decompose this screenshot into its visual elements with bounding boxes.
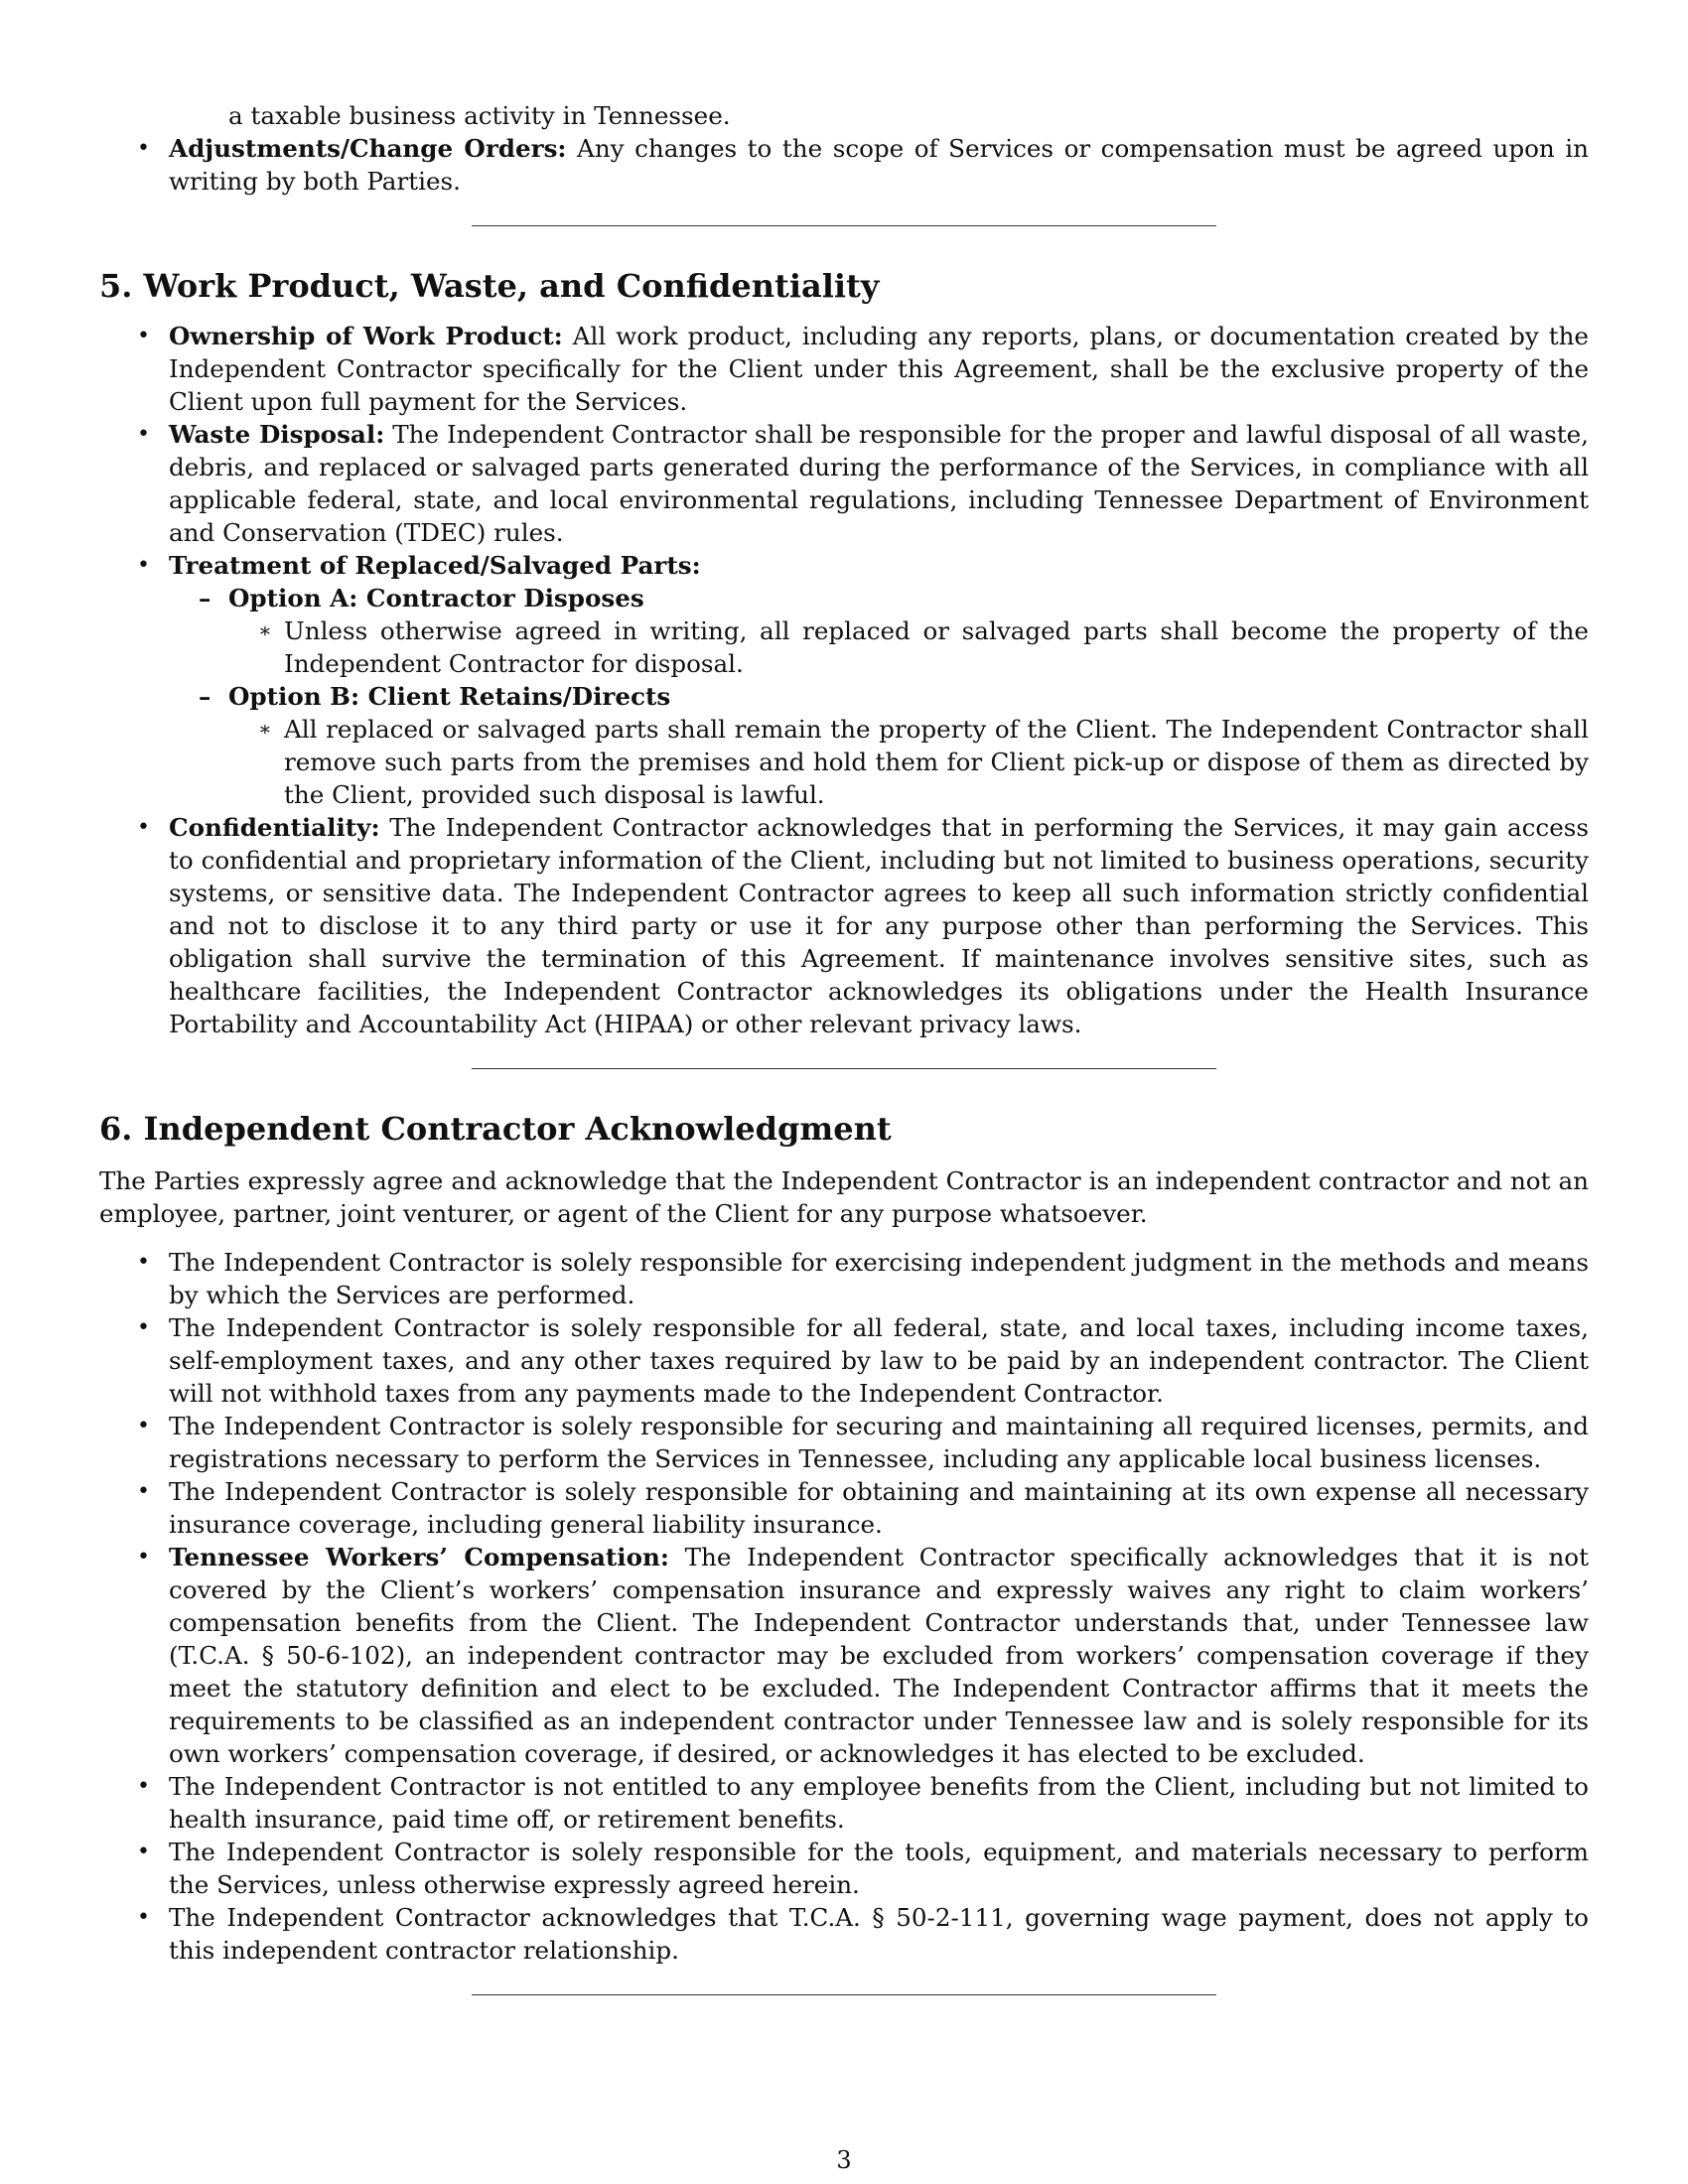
list-item: • The Independent Contractor is solely responsible for exercising independent judgment in the methods and means by which the Services are performed. <box>99 1246 1589 1311</box>
list-item: • The Independent Contractor is solely responsible for securing and maintaining all required licenses, permits, and registrations necessary to perform the Services in Tennessee, including any applicable local business licenses. <box>99 1410 1589 1475</box>
section-6-list <box>99 1246 1589 1967</box>
list-item: • The Independent Contractor is solely responsible for all federal, state, and local taxes, including income taxes, self-employment taxes, and any other taxes required by law to be paid by an independent contractor. The Client will not withhold taxes from any payments made to the Independent Contractor. <box>99 1311 1589 1410</box>
section-5-list <box>99 320 1589 1040</box>
list-item: • The Independent Contractor is solely responsible for obtaining and maintaining at its own expense all necessary insurance coverage, including general liability insurance. <box>99 1475 1589 1541</box>
list-item: • Treatment of Replaced/Salvaged Parts: – Option A: Contractor Disposes ∗ Unless otherwise agreed in writing, all replaced or salvaged parts shall become the property of the Independent Contractor for disposal. – Option B: Client Retains/Directs ∗ All replaced or salvaged parts shall remain the property of the Client. The Independent Contractor shall remove such parts from the premises and hold them for Client pick-up or dispose of them as directed by the Client, provided such disposal is lawful. <box>99 549 1589 811</box>
option-a: – Option A: Contractor Disposes ∗ Unless otherwise agreed in writing, all replaced or salvaged parts shall become the property of the Independent Contractor for disposal. <box>169 582 1589 680</box>
treatment-options <box>169 582 1589 811</box>
document-page <box>99 99 1589 1995</box>
item-label: Adjustments/Change Orders: <box>169 134 567 163</box>
section-divider <box>472 1068 1216 1069</box>
section-divider <box>472 1994 1216 1995</box>
payment-list-tail <box>99 132 1589 198</box>
section-5-title: 5. Work Product, Waste, and Confidentiality <box>99 267 880 305</box>
list-item: • Ownership of Work Product: All work product, including any reports, plans, or documentation created by the Independent Contractor specifically for the Client under this Agreement, shall be the exclusive property of the Client upon full payment for the Services. <box>99 320 1589 418</box>
list-item: • Tennessee Workers’ Compensation: The Independent Contractor specifically acknowledges that it is not covered by the Client’s workers’ compensation insurance and expressly waives any right to claim workers’ compensation benefits from the Client. The Independent Contractor understands that, under Tennessee law (T.C.A. § 50-6-102), an independent contractor may be excluded from workers’ compensation coverage if they meet the statutory definition and elect to be excluded. The Independent Contractor affirms that it meets the requirements to be classified as an independent contractor under Tennessee law and is solely responsible for its own workers’ compensation coverage, if desired, or acknowledges it has elected to be excluded. <box>99 1541 1589 1770</box>
list-item: • Confidentiality: The Independent Contractor acknowledges that in performing the Services, it may gain access to confidential and proprietary information of the Client, including but not limited to business operations, security systems, or sensitive data. The Independent Contractor agrees to keep all such information strictly confidential and not to disclose it to any third party or use it for any purpose other than performing the Services. This obligation shall survive the termination of this Agreement. If maintenance involves sensitive sites, such as healthcare facilities, the Independent Contractor acknowledges its obligations under the Health Insurance Portability and Accountability Act (HIPAA) or other relevant privacy laws. <box>99 811 1589 1040</box>
continuation-text: a taxable business activity in Tennessee. <box>228 101 731 130</box>
list-item: • Waste Disposal: The Independent Contractor shall be responsible for the proper and lawful disposal of all waste, debris, and replaced or salvaged parts generated during the performance of the Services, in compliance with all applicable federal, state, and local environmental regulations, including Tennessee Department of Environment and Conservation (TDEC) rules. <box>99 418 1589 549</box>
option-b-text: ∗ All replaced or salvaged parts shall remain the property of the Client. The Independent Contractor shall remove such parts from the premises and hold them for Client pick-up or dispose of them as directed by the Client, provided such disposal is lawful. <box>228 713 1589 811</box>
page-number: 3 <box>836 2146 852 2174</box>
section-divider <box>472 225 1216 226</box>
option-a-text: ∗ Unless otherwise agreed in writing, all replaced or salvaged parts shall become the property of the Independent Contractor for disposal. <box>228 614 1589 680</box>
section-6-intro: The Parties expressly agree and acknowledge that the Independent Contractor is an independent contractor and not an employee, partner, joint venturer, or agent of the Client for any purpose whatsoever. <box>99 1166 1589 1228</box>
list-item: • The Independent Contractor acknowledges that T.C.A. § 50-2-111, governing wage payment, does not apply to this independent contractor relationship. <box>99 1901 1589 1967</box>
list-item: • The Independent Contractor is not entitled to any employee benefits from the Client, including but not limited to health insurance, paid time off, or retirement benefits. <box>99 1770 1589 1836</box>
list-item: • Adjustments/Change Orders: Any changes to the scope of Services or compensation must be agreed upon in writing by both Parties. <box>99 132 1589 198</box>
list-item: • The Independent Contractor is solely responsible for the tools, equipment, and materials necessary to perform the Services, unless otherwise expressly agreed herein. <box>99 1836 1589 1901</box>
section-6-title: 6. Independent Contractor Acknowledgment <box>99 1110 892 1148</box>
option-b: – Option B: Client Retains/Directs ∗ All replaced or salvaged parts shall remain the property of the Client. The Independent Contractor shall remove such parts from the premises and hold them for Client pick-up or dispose of them as directed by the Client, provided such disposal is lawful. <box>169 680 1589 811</box>
